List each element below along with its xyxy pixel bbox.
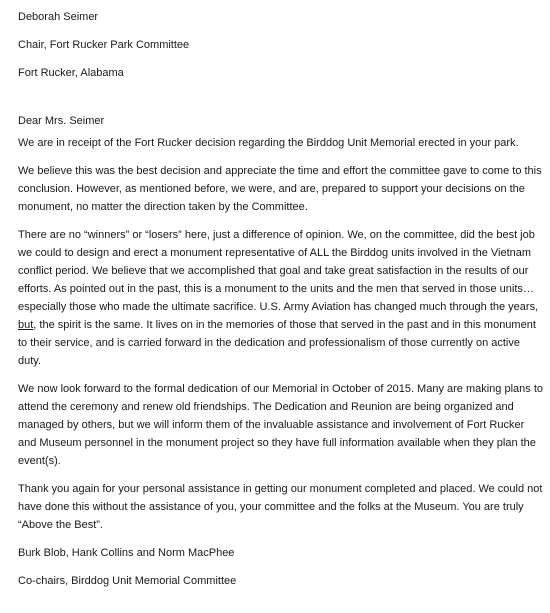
recipient-location: Fort Rucker, Alabama [18,67,124,79]
signer-title: Co-chairs, Birddog Unit Memorial Committee [18,575,237,587]
paragraph-difference-of-opinion [18,226,544,370]
paragraph-receipt: We are in receipt of the Fort Rucker decision regarding the Birddog Unit Memorial erected in your park. [18,137,519,149]
paragraph-best-decision: We believe this was the best decision and appreciate the time and effort the committee gave to come to this conclusion. However, as mentioned before, we were, and are, prepared to support your decisions on the monument, no matter the direction taken by the Committee. [18,165,542,213]
paragraph-dedication: We now look forward to the formal dedication of our Memorial in October of 2015. Many are making plans to attend the ceremony and renew old friendships. The Dedication and Reunion are being organized and managed by others, but we will inform them of the invaluable assistance and involvement of Fort Rucker and Museum personnel in the monument project so they have full information available when they plan the event(s). [18,383,544,467]
recipient-name: Deborah Seimer [18,11,99,23]
salutation: Dear Mrs. Seimer [18,115,105,127]
underlined-word: but [18,319,34,331]
signer-names: Burk Blob, Hank Collins and Norm MacPhee [18,547,235,559]
paragraph-text-part: There are no “winners” or “losers” here, just a difference of opinion. We, on the committee, did the best job we could to design and erect a monument representative of ALL the Birddog units involved in the Vietnam conflict period. We believe that we accomplished that goal and take great satisfaction in the results of our efforts. As pointed out in the past, this is a monument to the units and the men that served in those units…especially those who made the ultimate sacrifice. U.S. Army Aviation has changed much through the years, [18,229,539,313]
letter-body [18,8,544,590]
recipient-title: Chair, Fort Rucker Park Committee [18,39,190,51]
paragraph-text-part: , the spirit is the same. It lives on in the memories of those that served in the past and in this monument to their service, and is carried forward in the dedication and professionalism of those currently on active duty. [18,319,536,367]
paragraph-thanks: Thank you again for your personal assistance in getting our monument completed and placed. We could not have done this without the assistance of you, your committee and the folks at the Museum. You are truly “Above the Best”. [18,483,543,531]
